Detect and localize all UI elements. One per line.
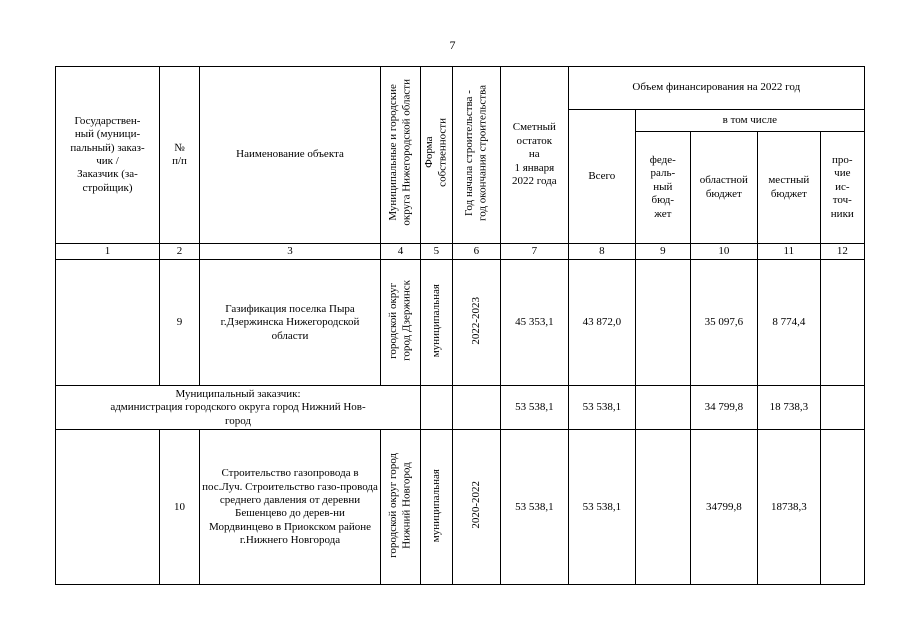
ownership-cell <box>421 386 453 430</box>
col-num: 7 <box>500 244 568 260</box>
municipality-cell: городской округ город Дзержинск <box>381 260 421 386</box>
col-num: 11 <box>757 244 820 260</box>
header-object-name: Наименование объекта <box>200 67 381 244</box>
federal-cell <box>635 430 690 585</box>
header-years: Год начала строительства - год окончания строительства <box>452 67 500 244</box>
municipality-cell: городской округ город Нижний Новгород <box>381 430 421 585</box>
col-num: 4 <box>381 244 421 260</box>
col-num: 5 <box>421 244 453 260</box>
years-cell <box>452 386 500 430</box>
remainder-cell: 53 538,1 <box>500 386 568 430</box>
col-num: 3 <box>200 244 381 260</box>
ownership-cell: муниципальная <box>421 430 453 585</box>
group-customer-label: Муниципальный заказчик: администрация городского округа город Нижний Нов- город <box>56 386 421 430</box>
local-cell: 8 774,4 <box>757 260 820 386</box>
years-cell: 2020-2022 <box>452 430 500 585</box>
col-num: 2 <box>160 244 200 260</box>
header-funding-volume: Объем финансирования на 2022 год <box>568 67 864 110</box>
page-number: 7 <box>449 38 456 52</box>
table-row <box>56 430 865 585</box>
regional-cell: 34799,8 <box>690 430 757 585</box>
remainder-cell: 45 353,1 <box>500 260 568 386</box>
header-remainder: Сметный остаток на 1 января 2022 года <box>500 67 568 244</box>
header-total: Всего <box>568 110 635 244</box>
total-cell: 53 538,1 <box>568 386 635 430</box>
row-number: 10 <box>160 430 200 585</box>
column-number-row <box>56 244 865 260</box>
ownership-cell: муниципальная <box>421 260 453 386</box>
customer-cell <box>56 260 160 386</box>
total-cell: 43 872,0 <box>568 260 635 386</box>
header-other: про- чие ис- точ- ники <box>820 132 864 244</box>
table-row <box>56 260 865 386</box>
col-num: 8 <box>568 244 635 260</box>
col-num: 6 <box>452 244 500 260</box>
customer-cell <box>56 430 160 585</box>
col-num: 12 <box>820 244 864 260</box>
customer-group-row <box>56 386 865 430</box>
total-cell: 53 538,1 <box>568 430 635 585</box>
federal-cell <box>635 260 690 386</box>
object-name: Газификация поселка Пыра г.Дзержинска Нижегородской области <box>200 260 381 386</box>
regional-cell: 34 799,8 <box>690 386 757 430</box>
years-cell: 2022-2023 <box>452 260 500 386</box>
regional-cell: 35 097,6 <box>690 260 757 386</box>
other-cell <box>820 430 864 585</box>
col-num: 1 <box>56 244 160 260</box>
header-federal: феде- раль- ный бюд- жет <box>635 132 690 244</box>
header-customer: Государствен- ный (муници- пальный) заказ- чик / Заказчик (за- стройщик) <box>56 67 160 244</box>
header-number: № п/п <box>160 67 200 244</box>
header-regional: областной бюджет <box>690 132 757 244</box>
remainder-cell: 53 538,1 <box>500 430 568 585</box>
header-municipality: Муниципальные и городские округа Нижегородской области <box>381 67 421 244</box>
col-num: 10 <box>690 244 757 260</box>
local-cell: 18 738,3 <box>757 386 820 430</box>
header-including: в том числе <box>635 110 864 132</box>
col-num: 9 <box>635 244 690 260</box>
local-cell: 18738,3 <box>757 430 820 585</box>
row-number: 9 <box>160 260 200 386</box>
federal-cell <box>635 386 690 430</box>
other-cell <box>820 386 864 430</box>
other-cell <box>820 260 864 386</box>
header-ownership: Форма собственности <box>421 67 453 244</box>
financing-table <box>55 66 865 585</box>
header-local: местный бюджет <box>757 132 820 244</box>
object-name: Строительство газопровода в пос.Луч. Строительство газо-провода среднего давления от деревни Бешенцево до дерев-ни Мордвинцево в Приокском районе г.Нижнего Новгорода <box>200 430 381 585</box>
